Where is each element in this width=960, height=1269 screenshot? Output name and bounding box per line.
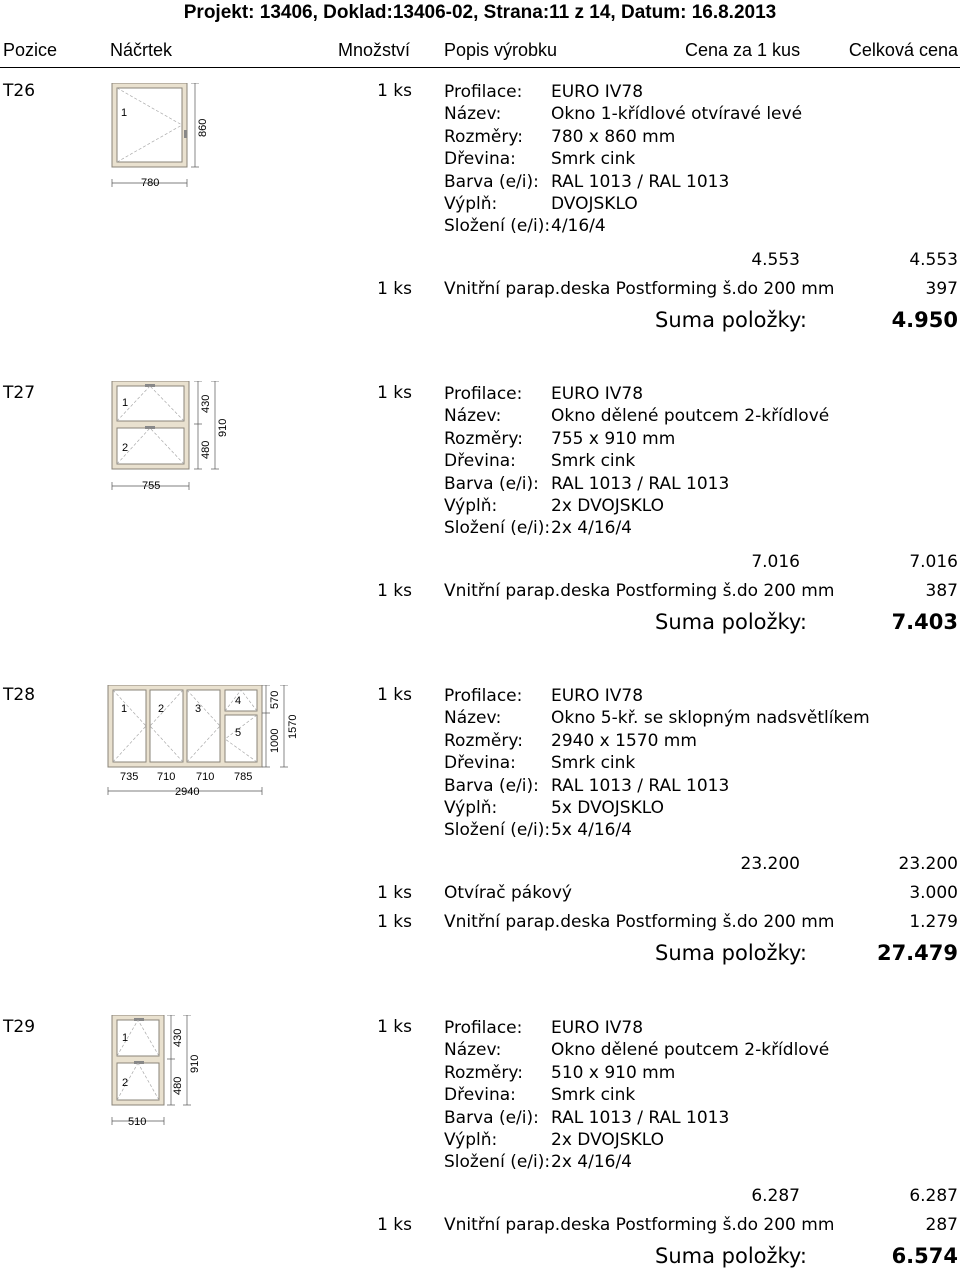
label-barva: Barva (e/i): [444, 1107, 539, 1128]
label-nazev: Název: [444, 104, 502, 125]
item-qty: 1 ks [377, 1017, 412, 1037]
value-slozeni: 4/16/4 [551, 216, 606, 237]
sketch-width-label: 510 [128, 1116, 147, 1128]
sketch-part-label: 480 [200, 440, 212, 459]
value-profilace: EURO IV78 [551, 686, 644, 706]
sketch-sash-label: 1 [122, 1032, 129, 1044]
sketch-width-part: 710 [196, 771, 215, 783]
sketch-sash-label: 1 [122, 397, 129, 409]
sketch-part-label: 430 [200, 394, 212, 413]
item-position: T29 [3, 1017, 36, 1037]
total-price: 7.016 [909, 552, 958, 572]
extra-qty: 1 ks [377, 912, 412, 932]
value-rozmery: 780 x 860 mm [551, 126, 676, 147]
value-profilace: EURO IV78 [551, 384, 644, 404]
value-barva: RAL 1013 / RAL 1013 [551, 775, 730, 796]
sketch-width-part: 710 [157, 771, 176, 783]
extra-price: 3.000 [909, 883, 958, 903]
column-cena-kus: Cena za 1 kus [685, 40, 801, 60]
sketch-width-label: 780 [141, 177, 160, 189]
label-vypln: Výplň: [444, 193, 498, 214]
value-vypln: 2x DVOJSKLO [551, 1129, 664, 1150]
sum-value: 27.479 [876, 941, 958, 965]
label-profilace: Profilace: [444, 82, 523, 102]
value-drevina: Smrk cink [551, 753, 636, 774]
extra-desc: Vnitřní parap.deska Postforming š.do 200 mm [444, 279, 835, 299]
sketch-sash-label: 1 [121, 703, 128, 715]
document-title: Projekt: 13406, Doklad:13406-02, Strana:11 z 14, Datum: 16.8.2013 [183, 2, 777, 23]
value-nazev: Okno dělené poutcem 2-křídlové [551, 406, 830, 427]
sum-value: 7.403 [891, 610, 958, 634]
sum-label: Suma položky: [655, 308, 807, 332]
extra-desc: Vnitřní parap.deska Postforming š.do 200 mm [444, 581, 835, 601]
value-profilace: EURO IV78 [551, 82, 644, 102]
label-barva: Barva (e/i): [444, 171, 539, 192]
sketch-part-label: 430 [172, 1028, 184, 1047]
value-slozeni: 5x 4/16/4 [551, 820, 632, 841]
column-nacrtek: Náčrtek [110, 40, 173, 60]
label-drevina: Dřevina: [444, 451, 516, 472]
value-slozeni: 2x 4/16/4 [551, 1152, 632, 1173]
value-drevina: Smrk cink [551, 1085, 636, 1106]
total-price: 6.287 [909, 1186, 958, 1206]
label-vypln: Výplň: [444, 1129, 498, 1150]
sketch-part-label: 480 [172, 1076, 184, 1095]
item-position: T27 [3, 383, 36, 403]
table-header [0, 40, 960, 66]
sum-label: Suma položky: [655, 610, 807, 634]
value-barva: RAL 1013 / RAL 1013 [551, 473, 730, 494]
label-barva: Barva (e/i): [444, 473, 539, 494]
sketch-height-label: 910 [217, 418, 229, 437]
sketch-height-label: 1570 [287, 714, 299, 739]
extra-price: 287 [925, 1215, 958, 1235]
value-rozmery: 755 x 910 mm [551, 428, 676, 449]
total-price: 23.200 [898, 854, 958, 874]
label-slozeni: Složení (e/i): [444, 518, 551, 539]
column-pozice: Pozice [3, 40, 58, 60]
label-nazev: Název: [444, 406, 502, 427]
value-drevina: Smrk cink [551, 149, 636, 170]
value-vypln: 5x DVOJSKLO [551, 797, 664, 818]
label-profilace: Profilace: [444, 686, 523, 706]
column-popis: Popis výrobku [444, 40, 558, 60]
sketch-part-label: 1000 [269, 728, 281, 753]
sketch-part-label: 570 [269, 690, 281, 709]
label-drevina: Dřevina: [444, 753, 516, 774]
label-barva: Barva (e/i): [444, 775, 539, 796]
label-nazev: Název: [444, 708, 502, 729]
value-rozmery: 2940 x 1570 mm [551, 730, 697, 751]
item-position: T26 [3, 81, 36, 101]
extra-desc: Vnitřní parap.deska Postforming š.do 200 mm [444, 912, 835, 932]
sum-label: Suma položky: [655, 941, 807, 965]
value-barva: RAL 1013 / RAL 1013 [551, 171, 730, 192]
unit-price: 6.287 [751, 1186, 800, 1206]
column-mnozstvi: Množství [338, 40, 411, 60]
value-drevina: Smrk cink [551, 451, 636, 472]
label-drevina: Dřevina: [444, 149, 516, 170]
header-divider [0, 67, 960, 68]
total-price: 4.553 [909, 250, 958, 270]
sketch-height-label: 910 [189, 1054, 201, 1073]
label-rozmery: Rozměry: [444, 428, 523, 449]
value-rozmery: 510 x 910 mm [551, 1062, 676, 1083]
sum-value: 4.950 [891, 308, 958, 332]
value-barva: RAL 1013 / RAL 1013 [551, 1107, 730, 1128]
value-vypln: 2x DVOJSKLO [551, 495, 664, 516]
sketch-sash-label: 1 [121, 107, 128, 119]
label-vypln: Výplň: [444, 797, 498, 818]
column-celkova: Celková cena [848, 40, 958, 60]
extra-price: 397 [925, 279, 958, 299]
sketch-sash-label: 2 [122, 1077, 129, 1089]
item-qty: 1 ks [377, 383, 412, 403]
label-rozmery: Rozměry: [444, 730, 523, 751]
value-nazev: Okno dělené poutcem 2-křídlové [551, 1040, 830, 1061]
sum-value: 6.574 [891, 1244, 958, 1268]
sketch-sash-label: 5 [235, 727, 242, 739]
extra-desc: Otvírač pákový [444, 883, 572, 903]
extra-qty: 1 ks [377, 883, 412, 903]
value-nazev: Okno 1-křídlové otvíravé levé [551, 104, 803, 125]
label-profilace: Profilace: [444, 384, 523, 404]
unit-price: 7.016 [751, 552, 800, 572]
extra-qty: 1 ks [377, 279, 412, 299]
label-profilace: Profilace: [444, 1018, 523, 1038]
value-nazev: Okno 5-kř. se sklopným nadsvětlíkem [551, 708, 870, 729]
extra-qty: 1 ks [377, 1215, 412, 1235]
sum-label: Suma položky: [655, 1244, 807, 1268]
label-drevina: Dřevina: [444, 1085, 516, 1106]
sketch-width-label: 2940 [175, 786, 200, 798]
item-qty: 1 ks [377, 81, 412, 101]
extra-price: 387 [925, 581, 958, 601]
unit-price: 4.553 [751, 250, 800, 270]
sketch-sash-label: 4 [235, 695, 242, 707]
label-nazev: Název: [444, 1040, 502, 1061]
sketch-width-part: 785 [234, 771, 253, 783]
label-slozeni: Složení (e/i): [444, 1152, 551, 1173]
sketch-sash-label: 2 [122, 442, 129, 454]
sketch-width-label: 755 [142, 480, 161, 492]
label-rozmery: Rozměry: [444, 1062, 523, 1083]
extra-price: 1.279 [909, 912, 958, 932]
label-slozeni: Složení (e/i): [444, 820, 551, 841]
item-position: T28 [3, 685, 36, 705]
value-vypln: DVOJSKLO [551, 193, 638, 214]
label-rozmery: Rozměry: [444, 126, 523, 147]
sketch-height-label: 860 [197, 118, 209, 137]
item-qty: 1 ks [377, 685, 412, 705]
sketch-sash-label: 3 [195, 703, 202, 715]
value-profilace: EURO IV78 [551, 1018, 644, 1038]
sketch-sash-label: 2 [158, 703, 165, 715]
value-slozeni: 2x 4/16/4 [551, 518, 632, 539]
extra-desc: Vnitřní parap.deska Postforming š.do 200 mm [444, 1215, 835, 1235]
label-vypln: Výplň: [444, 495, 498, 516]
label-slozeni: Složení (e/i): [444, 216, 551, 237]
extra-qty: 1 ks [377, 581, 412, 601]
sketch-width-part: 735 [120, 771, 139, 783]
unit-price: 23.200 [740, 854, 800, 874]
